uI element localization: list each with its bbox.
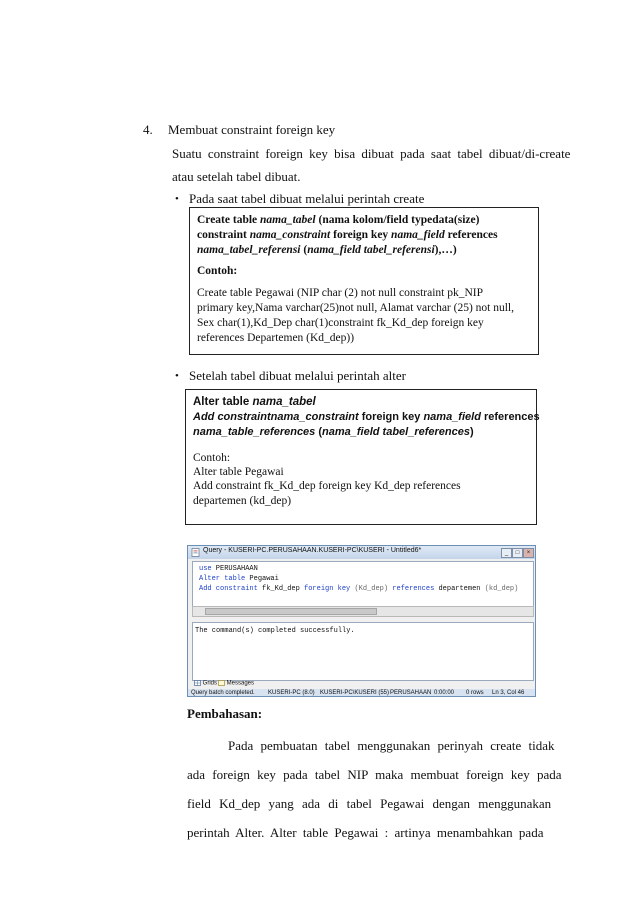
create-example-line-1: Create table Pegawai (NIP char (2) not null constraint pk_NIP <box>197 287 484 299</box>
alter-syntax-line-3: nama_table_references (nama_field tabel_references) <box>193 426 474 438</box>
results-pane <box>192 622 534 681</box>
create-syntax-line-2: constraint nama_constraint foreign key nama_field references <box>197 229 498 241</box>
alter-example-line-2: Add constraint fk_Kd_dep foreign key Kd_dep references <box>193 480 461 492</box>
tab-messages-label: Messages <box>226 680 255 687</box>
minimize-button[interactable]: _ <box>501 548 512 558</box>
intro-line-1: Suatu constraint foreign key bisa dibuat pada saat tabel dibuat/di-create <box>172 146 571 161</box>
bullet-text-1: Pada saat tabel dibuat melalui perintah create <box>189 191 425 206</box>
syntax-box-create <box>189 207 539 355</box>
intro-line-2: atau setelah tabel dibuat. <box>172 169 301 184</box>
create-contoh-label: Contoh: <box>197 265 238 277</box>
bullet-marker-2: • <box>175 370 179 382</box>
tab-grids-label: Grids <box>202 680 218 687</box>
status-position: Ln 3, Col 46 <box>492 690 525 696</box>
alter-example-line-1: Alter table Pegawai <box>193 466 284 478</box>
create-syntax-line-3: nama_tabel_referensi (nama_field tabel_referensi),…) <box>197 244 457 256</box>
discussion-line-4: perintah Alter. Alter table Pegawai : artinya menambahkan pada <box>187 825 544 840</box>
bullet-text-2: Setelah tabel dibuat melalui perintah alter <box>189 368 406 383</box>
section-heading: Membuat constraint foreign key <box>168 122 336 137</box>
create-example-line-3: Sex char(1),Kd_Dep char(1)constraint fk_Kd_dep foreign key <box>197 317 484 329</box>
bullet-marker-1: • <box>175 193 179 205</box>
sql-editor[interactable] <box>192 561 534 607</box>
create-example-line-4: references Departemen (Kd_dep)) <box>197 332 355 344</box>
status-time: 0:00:00 <box>434 690 455 696</box>
editor-horizontal-scrollbar[interactable] <box>192 606 534 617</box>
code-line-2: Alter table Pegawai <box>199 575 279 583</box>
discussion-line-2: ada foreign key pada tabel NIP maka membuat foreign key pada <box>187 767 562 782</box>
create-example-line-2: primary key,Nama varchar(25)not null, Alamat varchar (25) not null, <box>197 302 514 314</box>
query-file-icon <box>191 548 200 557</box>
discussion-line-3: field Kd_dep yang ada di tabel Pegawai dengan menggunakan <box>187 796 552 811</box>
discussion-heading: Pembahasan: <box>187 706 263 721</box>
status-user: KUSERI-PC\KUSERI (55) <box>320 690 390 696</box>
tab-messages[interactable] <box>218 680 254 687</box>
scrollbar-thumb[interactable] <box>205 608 377 615</box>
section-number: 4. <box>143 122 153 137</box>
status-database: PERUSAHAAN <box>390 690 432 696</box>
window-titlebar <box>188 546 535 559</box>
status-batch: Query batch completed. <box>191 690 255 696</box>
window-title: Query - KUSERI-PC.PERUSAHAAN.KUSERI-PC\KUSERI - Untitled6* <box>203 547 422 554</box>
query-window-screenshot <box>187 545 536 697</box>
result-tabs <box>192 680 532 688</box>
alter-syntax-line-2: Add constraintnama_constraint foreign key nama_field references <box>193 411 540 423</box>
grid-icon <box>194 680 201 686</box>
status-rows: 0 rows <box>466 690 484 696</box>
alter-example-line-3: departemen (kd_dep) <box>193 495 292 507</box>
result-message: The command(s) completed successfully. <box>195 627 355 635</box>
maximize-button[interactable]: □ <box>512 548 523 558</box>
syntax-box-alter <box>185 389 540 525</box>
close-button[interactable]: × <box>523 548 534 558</box>
messages-icon <box>218 680 225 686</box>
status-server: KUSERI-PC (8.0) <box>268 690 315 696</box>
create-syntax-line-1: Create table nama_tabel (nama kolom/field typedata(size) <box>197 214 480 226</box>
code-line-3: Add constraint fk_Kd_dep foreign key (Kd_dep) references departemen (kd_dep) <box>199 585 519 593</box>
tab-grids[interactable] <box>194 680 217 687</box>
code-line-1: use PERUSAHAAN <box>199 565 258 573</box>
alter-contoh-label: Contoh: <box>193 452 231 464</box>
alter-syntax-line-1: Alter table nama_tabel <box>193 396 316 408</box>
status-bar <box>188 689 535 697</box>
discussion-line-1: Pada pembuatan tabel menggunakan perinyah create tidak <box>228 738 555 753</box>
